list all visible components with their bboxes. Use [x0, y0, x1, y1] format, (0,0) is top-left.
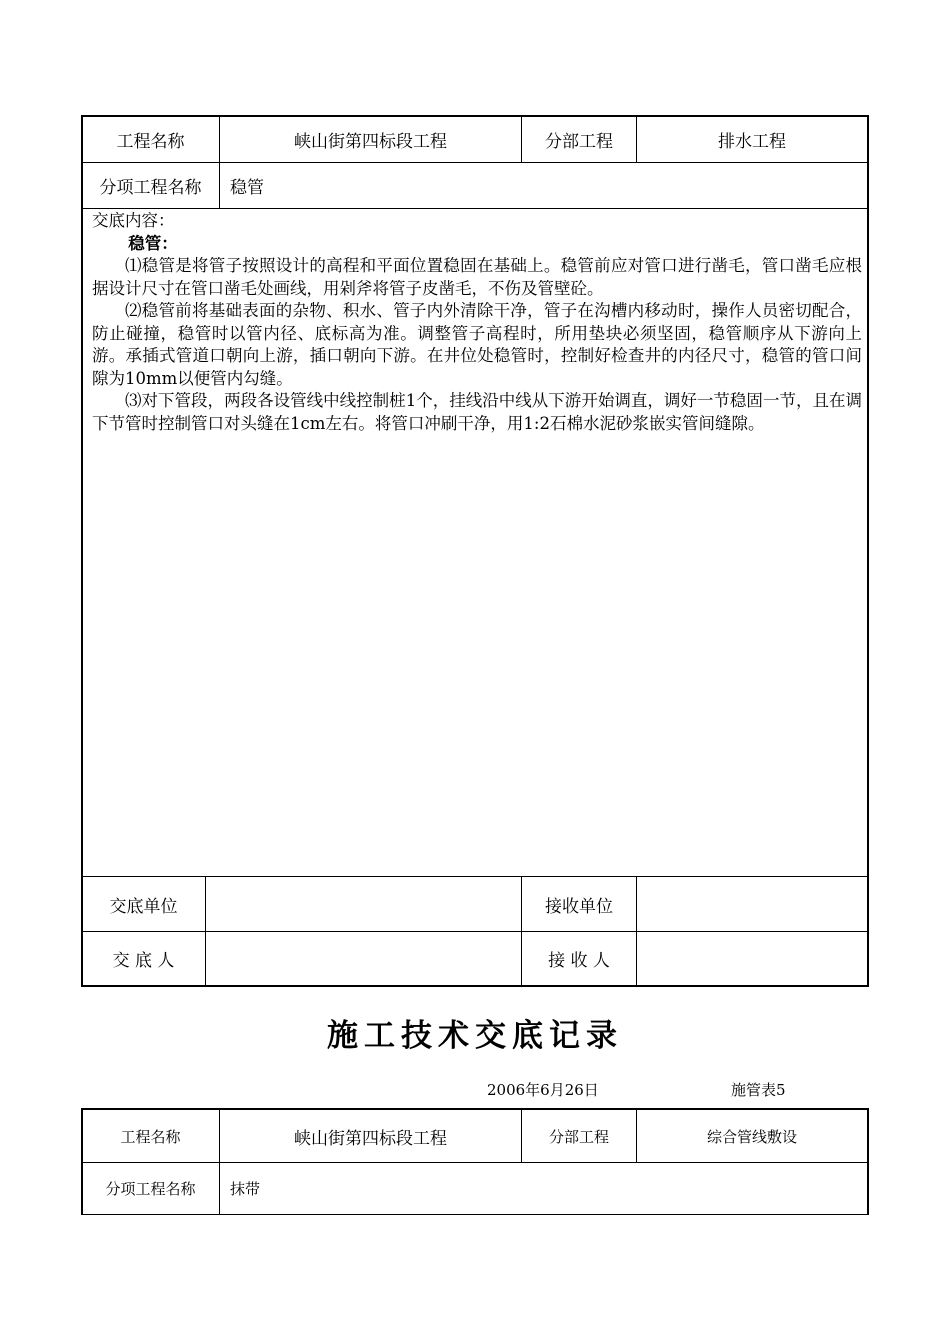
table2-row-divider: [81, 1214, 869, 1215]
project-name-label: 工程名称: [120, 1127, 181, 1146]
table1-bottom-border: [81, 985, 869, 987]
subitem-value: 稳管: [230, 178, 264, 198]
project-name-value: 峡山街第四标段工程: [294, 1128, 447, 1149]
project-name-label: 工程名称: [116, 131, 185, 152]
content-paragraph: ⑶对下管段，两段各设管线中线控制桩1个，挂线沿中线从下游开始调直，调好一节稳固一节，且在调下节管时控制管口对头缝在1cm左右。将管口冲刷干净，用1:2石棉水泥砂浆嵌实管间缝隙。: [92, 391, 862, 433]
table1-row-divider: [81, 208, 869, 209]
division-label: 分部工程: [545, 131, 613, 152]
subitem-label: 分项工程名称: [99, 178, 202, 198]
project-name-value: 峡山街第四标段工程: [294, 131, 447, 152]
form-number: 施管表5: [731, 1081, 786, 1099]
table1-right-border: [867, 115, 869, 987]
division-label: 分部工程: [548, 1127, 609, 1146]
handover-person-label: 交 底 人: [112, 951, 175, 971]
page-title: 施工技术交底记录: [327, 1018, 623, 1054]
handover-person-value[interactable]: [206, 932, 521, 985]
subitem-label: 分项工程名称: [105, 1180, 196, 1198]
disclosure-content: [92, 210, 862, 435]
record-date: 2006年6月26日: [487, 1081, 599, 1099]
receive-unit-label: 接收单位: [545, 896, 613, 917]
handover-unit-label: 交底单位: [109, 896, 178, 917]
content-label: 交底内容：: [92, 211, 175, 230]
table2-right-border: [867, 1108, 869, 1215]
content-paragraph: ⑴稳管是将管子按照设计的高程和平面位置稳固在基础上。稳管前应对管口进行凿毛，管口凿毛应根据设计尺寸在管口凿毛处画线，用剁斧将管子皮凿毛，不伤及管壁砼。: [92, 256, 862, 298]
receive-person-value[interactable]: [637, 932, 867, 985]
subitem-value: 抹带: [230, 1180, 261, 1198]
division-value: 综合管线敷设: [706, 1127, 797, 1146]
handover-unit-value[interactable]: [206, 877, 521, 931]
receive-unit-value[interactable]: [637, 877, 867, 931]
content-paragraph: ⑵稳管前将基础表面的杂物、积水、管子内外清除干净，管子在沟槽内移动时，操作人员密切配合，防止碰撞，稳管时以管内径、底标高为准。调整管子高程时，所用垫块必须坚固，稳管顺序从下游向上游。承插式管道口朝向上游，插口朝向下游。在井位处稳管时，控制好检查井的内径尺寸，稳管的管口间隙为10mm以便管内勾缝。: [92, 301, 862, 388]
division-value: 排水工程: [718, 131, 786, 152]
table1-left-border: [81, 115, 83, 987]
content-heading: 稳管：: [128, 233, 178, 253]
receive-person-label: 接 收 人: [548, 951, 610, 971]
